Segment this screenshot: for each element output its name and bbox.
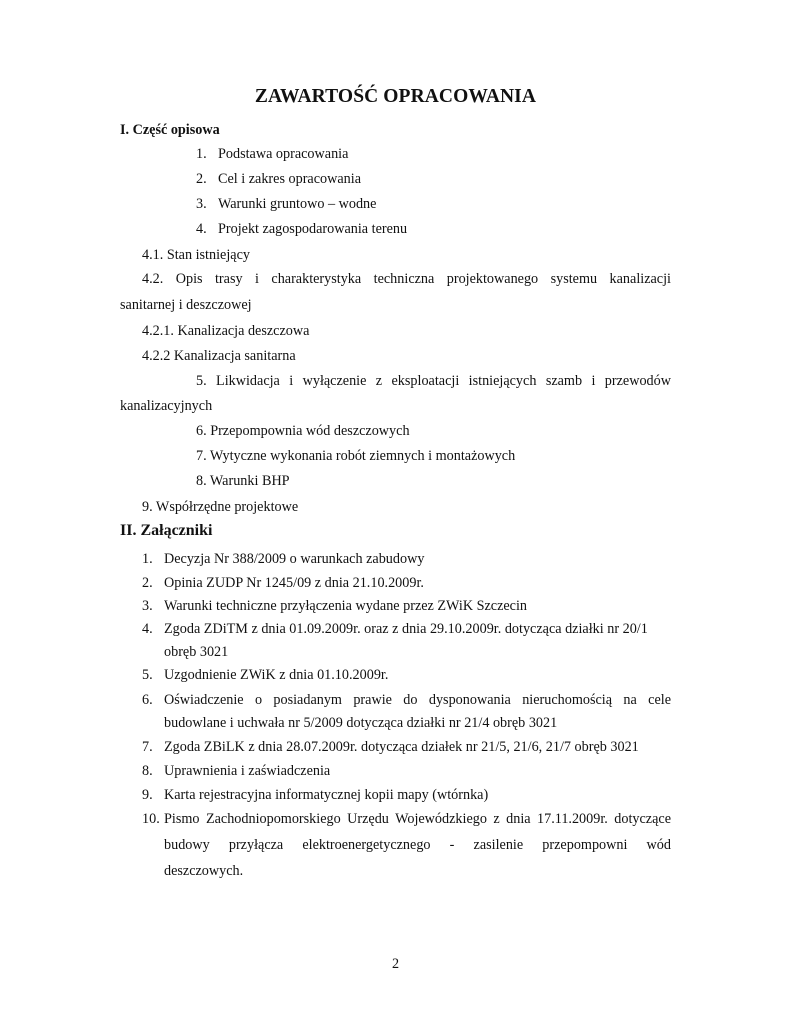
part1-sub-4-2-line1: 4.2. Opis trasy i charakterystyka techniczna projektowanego systemu kanalizacji	[142, 271, 671, 287]
part2-item-7-num: 7.	[142, 739, 153, 755]
part1-item-5-line1: 5. Likwidacja i wyłączenie z eksploatacji istniejących szamb i przewodów	[196, 373, 671, 389]
part2-item-10-line1: Pismo Zachodniopomorskiego Urzędu Wojewódzkiego z dnia 17.11.2009r. dotyczące	[164, 811, 671, 827]
part1-sub-4-2-2: 4.2.2 Kanalizacja sanitarna	[142, 348, 296, 364]
part1-item-2: Cel i zakres opracowania	[218, 171, 361, 187]
part1-item-3: Warunki gruntowo – wodne	[218, 196, 377, 212]
part2-item-4-line1: Zgoda ZDiTM z dnia 01.09.2009r. oraz z dnia 29.10.2009r. dotycząca działki nr 20/1	[164, 621, 648, 637]
part1-heading: I. Część opisowa	[120, 122, 220, 138]
part2-item-5: Uzgodnienie ZWiK z dnia 01.10.2009r.	[164, 667, 389, 683]
part2-item-6-line2: budowlane i uchwała nr 5/2009 dotycząca działki nr 21/4 obręb 3021	[164, 715, 558, 731]
part1-item-3-num: 3.	[196, 196, 207, 212]
part2-item-5-num: 5.	[142, 667, 153, 683]
part1-item-8: 8. Warunki BHP	[196, 473, 290, 489]
part1-item-6: 6. Przepompownia wód deszczowych	[196, 423, 410, 439]
part2-item-10-line2: budowy przyłącza elektroenergetycznego - zasilenie przepompowni wód	[164, 837, 671, 853]
part2-item-6-num: 6.	[142, 692, 153, 708]
part2-item-7: Zgoda ZBiLK z dnia 28.07.2009r. dotycząca działek nr 21/5, 21/6, 21/7 obręb 3021	[164, 739, 639, 755]
page-title: ZAWARTOŚĆ OPRACOWANIA	[254, 86, 537, 107]
part2-item-4-num: 4.	[142, 621, 153, 637]
part2-item-10-num: 10.	[142, 811, 160, 827]
part2-item-2: Opinia ZUDP Nr 1245/09 z dnia 21.10.2009r.	[164, 575, 424, 591]
part1-sub-4-1: 4.1. Stan istniejący	[142, 247, 250, 263]
part1-sub-4-2-1: 4.2.1. Kanalizacja deszczowa	[142, 323, 310, 339]
part1-item-5-line2: kanalizacyjnych	[120, 398, 213, 414]
part2-item-1-num: 1.	[142, 551, 153, 567]
part2-heading: II. Załączniki	[120, 522, 213, 539]
part1-item-2-num: 2.	[196, 171, 207, 187]
part2-item-9-num: 9.	[142, 787, 153, 803]
part2-item-4-line2: obręb 3021	[164, 644, 229, 660]
page-number: 2	[391, 956, 400, 972]
part1-item-7: 7. Wytyczne wykonania robót ziemnych i montażowych	[196, 448, 516, 464]
part2-item-10-line3: deszczowych.	[164, 863, 244, 879]
part2-item-3-num: 3.	[142, 598, 153, 614]
part1-sub-4-2-line2: sanitarnej i deszczowej	[120, 297, 252, 313]
part2-item-8: Uprawnienia i zaświadczenia	[164, 763, 331, 779]
part2-item-3: Warunki techniczne przyłączenia wydane przez ZWiK Szczecin	[164, 598, 528, 614]
part2-item-8-num: 8.	[142, 763, 153, 779]
part2-item-9: Karta rejestracyjna informatycznej kopii mapy (wtórnka)	[164, 787, 489, 803]
part1-item-1: Podstawa opracowania	[218, 146, 349, 162]
part1-item-4-num: 4.	[196, 221, 207, 237]
part1-item-1-num: 1.	[196, 146, 207, 162]
part1-item-4: Projekt zagospodarowania terenu	[218, 221, 408, 237]
part1-item-9: 9. Współrzędne projektowe	[142, 499, 299, 515]
part2-item-1: Decyzja Nr 388/2009 o warunkach zabudowy	[164, 551, 425, 567]
part2-item-2-num: 2.	[142, 575, 153, 591]
part2-item-6-line1: Oświadczenie o posiadanym prawie do dysponowania nieruchomością na cele	[164, 692, 671, 708]
